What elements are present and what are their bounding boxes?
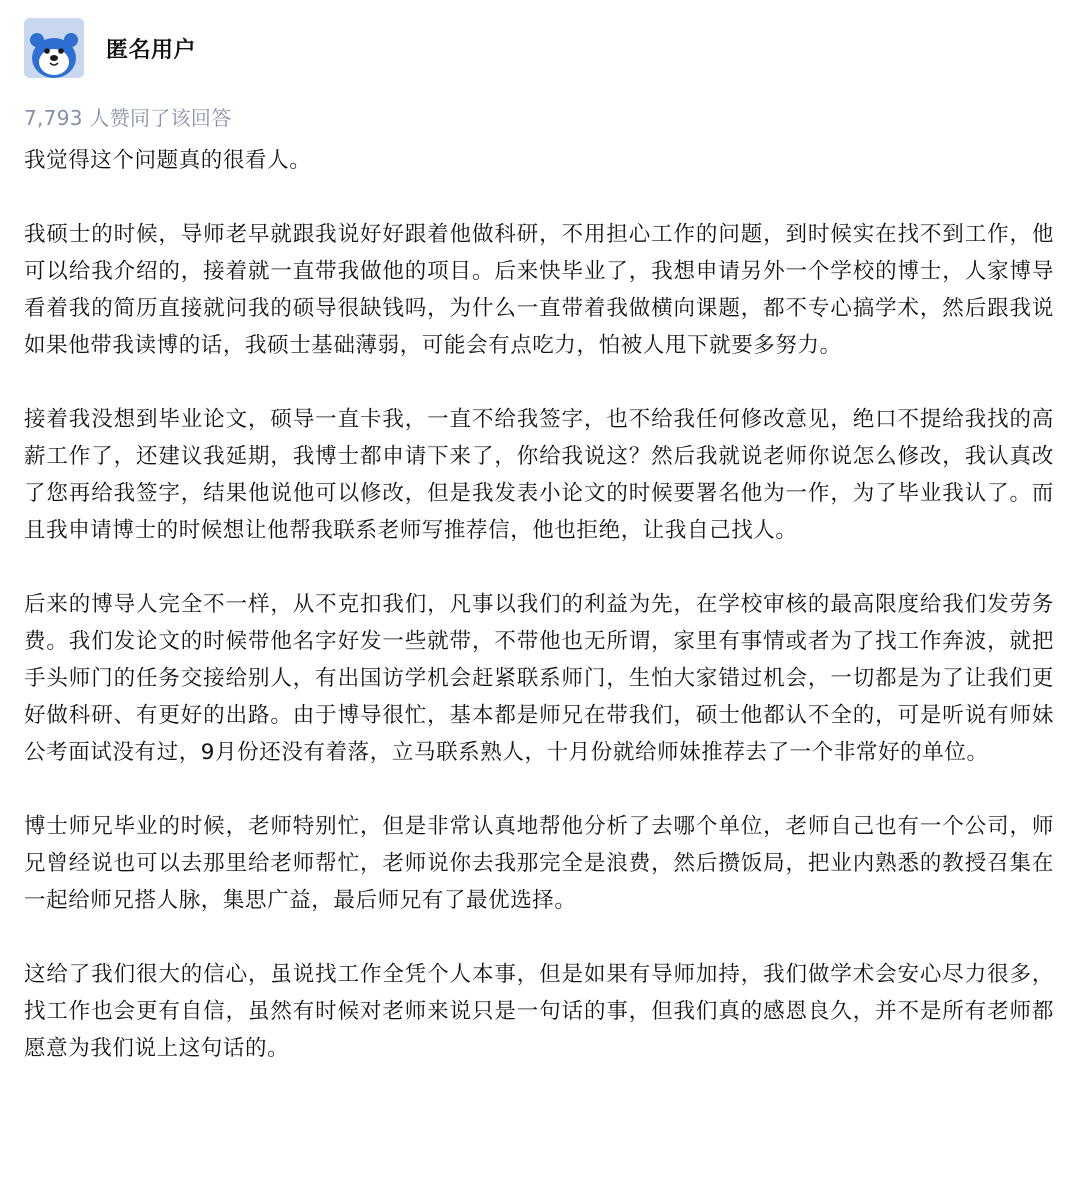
answer-paragraph: 博士师兄毕业的时候，老师特别忙，但是非常认真地帮他分析了去哪个单位，老师自己也有一个公司，师兄曾经说也可以去那里给老师帮忙，老师说你去我那完全是浪费，然后攒饭局，把业内熟悉的教授召集在一起给师兄搭人脉，集思广益，最后师兄有了最优选择。 xyxy=(24,814,1054,913)
vote-count-text: 7,793 人赞同了该回答 xyxy=(24,106,232,130)
author-name[interactable]: 匿名用户 xyxy=(106,37,197,63)
answer-content xyxy=(24,142,1054,1104)
answer-paragraph: 我觉得这个问题真的很看人。 xyxy=(24,148,312,173)
answer-paragraph: 接着我没想到毕业论文，硕导一直卡我，一直不给我签字，也不给我任何修改意见，绝口不提给我找的高薪工作了，还建议我延期，我博士都申请下来了，你给我说这？然后我就说老师你说怎么修改，我认真改了您再给我签字，结果他说他可以修改，但是我发表小论文的时候要署名他为一作，为了毕业我认了。而且我申请博士的时候想让他帮我联系老师写推荐信，他也拒绝，让我自己找人。 xyxy=(24,407,1054,543)
answer-paragraph: 这给了我们很大的信心，虽说找工作全凭个人本事，但是如果有导师加持，我们做学术会安心尽力很多，找工作也会更有自信，虽然有时候对老师来说只是一句话的事，但我们真的感恩良久，并不是所有老师都愿意为我们说上这句话的。 xyxy=(24,962,1054,1061)
answer-paragraph: 我硕士的时候，导师老早就跟我说好好跟着他做科研，不用担心工作的问题，到时候实在找不到工作，他可以给我介绍的，接着就一直带我做他的项目。后来快毕业了，我想申请另外一个学校的博士，人家博导看着我的简历直接就问我的硕导很缺钱吗，为什么一直带着我做横向课题，都不专心搞学术，然后跟我说如果他带我读博的话，我硕士基础薄弱，可能会有点吃力，怕被人甩下就要多努力。 xyxy=(24,222,1054,358)
anonymous-bear-avatar-icon[interactable] xyxy=(24,18,84,78)
answer-paragraph: 后来的博导人完全不一样，从不克扣我们，凡事以我们的利益为先，在学校审核的最高限度给我们发劳务费。我们发论文的时候带他名字好发一些就带，不带他也无所谓，家里有事情或者为了找工作奔波，就把手头师门的任务交接给别人，有出国访学机会赶紧联系师门，生怕大家错过机会，一切都是为了让我们更好做科研、有更好的出路。由于博导很忙，基本都是师兄在带我们，硕士他都认不全的，可是听说有师妹公考面试没有过，9月份还没有着落，立马联系熟人，十月份就给师妹推荐去了一个非常好的单位。 xyxy=(24,592,1054,765)
author-header xyxy=(24,18,196,78)
